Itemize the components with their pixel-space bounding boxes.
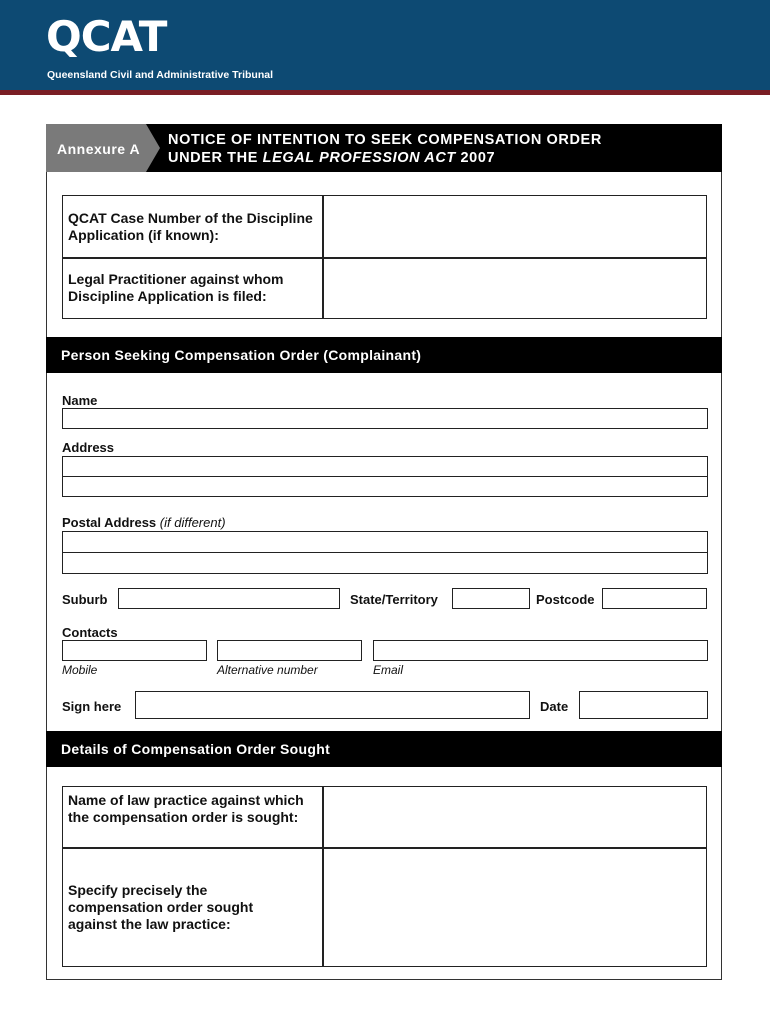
state-input[interactable] <box>452 588 530 609</box>
contacts-label: Contacts <box>62 625 118 640</box>
header-banner <box>0 0 770 90</box>
form-title-line-2 <box>168 150 495 166</box>
postal-address-text: Postal Address <box>62 515 157 530</box>
form-title-line-1: NOTICE OF INTENTION TO SEEK COMPENSATION ORDER <box>168 132 602 148</box>
mobile-input[interactable] <box>62 640 207 661</box>
email-input[interactable] <box>373 640 708 661</box>
postcode-label: Postcode <box>536 592 595 607</box>
address-input-line-1[interactable] <box>62 456 708 477</box>
law-practice-label: Name of law practice against which the compensation order is sought: <box>68 792 304 825</box>
name-input[interactable] <box>62 408 708 429</box>
suburb-label: Suburb <box>62 592 108 607</box>
practitioner-field[interactable] <box>324 259 705 317</box>
postal-address-label <box>62 515 226 530</box>
alt-number-input[interactable] <box>217 640 362 661</box>
title-prefix: UNDER THE <box>168 150 263 166</box>
state-label: State/Territory <box>350 592 438 607</box>
postcode-input[interactable] <box>602 588 707 609</box>
case-number-label: QCAT Case Number of the Discipline Application (if known): <box>68 210 313 243</box>
postal-address-input-line-2[interactable] <box>62 552 708 574</box>
logo-subtitle: Queensland Civil and Administrative Tribunal <box>47 69 273 81</box>
name-label: Name <box>62 393 98 408</box>
title-act-name: LEGAL PROFESSION ACT <box>262 150 456 166</box>
postal-address-input-line-1[interactable] <box>62 531 708 553</box>
header-accent-strip <box>0 90 770 95</box>
date-input[interactable] <box>579 691 708 719</box>
title-year: 2007 <box>455 150 496 166</box>
email-label: Email <box>373 663 404 677</box>
details-section-title: Details of Compensation Order Sought <box>61 741 331 757</box>
address-label: Address <box>62 440 115 455</box>
qcat-logo: QCAT <box>46 12 167 61</box>
practitioner-label: Legal Practitioner against whom Discipline Application is filed: <box>68 271 284 304</box>
case-number-field[interactable] <box>324 197 705 256</box>
law-practice-field[interactable] <box>324 788 705 846</box>
address-input-line-2[interactable] <box>62 476 708 497</box>
alt-number-label: Alternative number <box>217 663 318 677</box>
date-label: Date <box>540 699 569 714</box>
sign-here-label: Sign here <box>62 699 122 714</box>
signature-input[interactable] <box>135 691 530 719</box>
annexure-label: Annexure A <box>57 141 141 157</box>
suburb-input[interactable] <box>118 588 340 609</box>
specify-order-label: Specify precisely the compensation order sought against the law practice: <box>68 882 254 932</box>
postal-address-note: (if different) <box>159 515 226 530</box>
annexure-tab-arrow <box>146 124 160 172</box>
details-section-header <box>46 731 722 767</box>
specify-order-field[interactable] <box>324 849 705 965</box>
mobile-label: Mobile <box>62 663 98 677</box>
complainant-section-title: Person Seeking Compensation Order (Complainant) <box>61 347 422 363</box>
complainant-section-header <box>46 337 722 373</box>
